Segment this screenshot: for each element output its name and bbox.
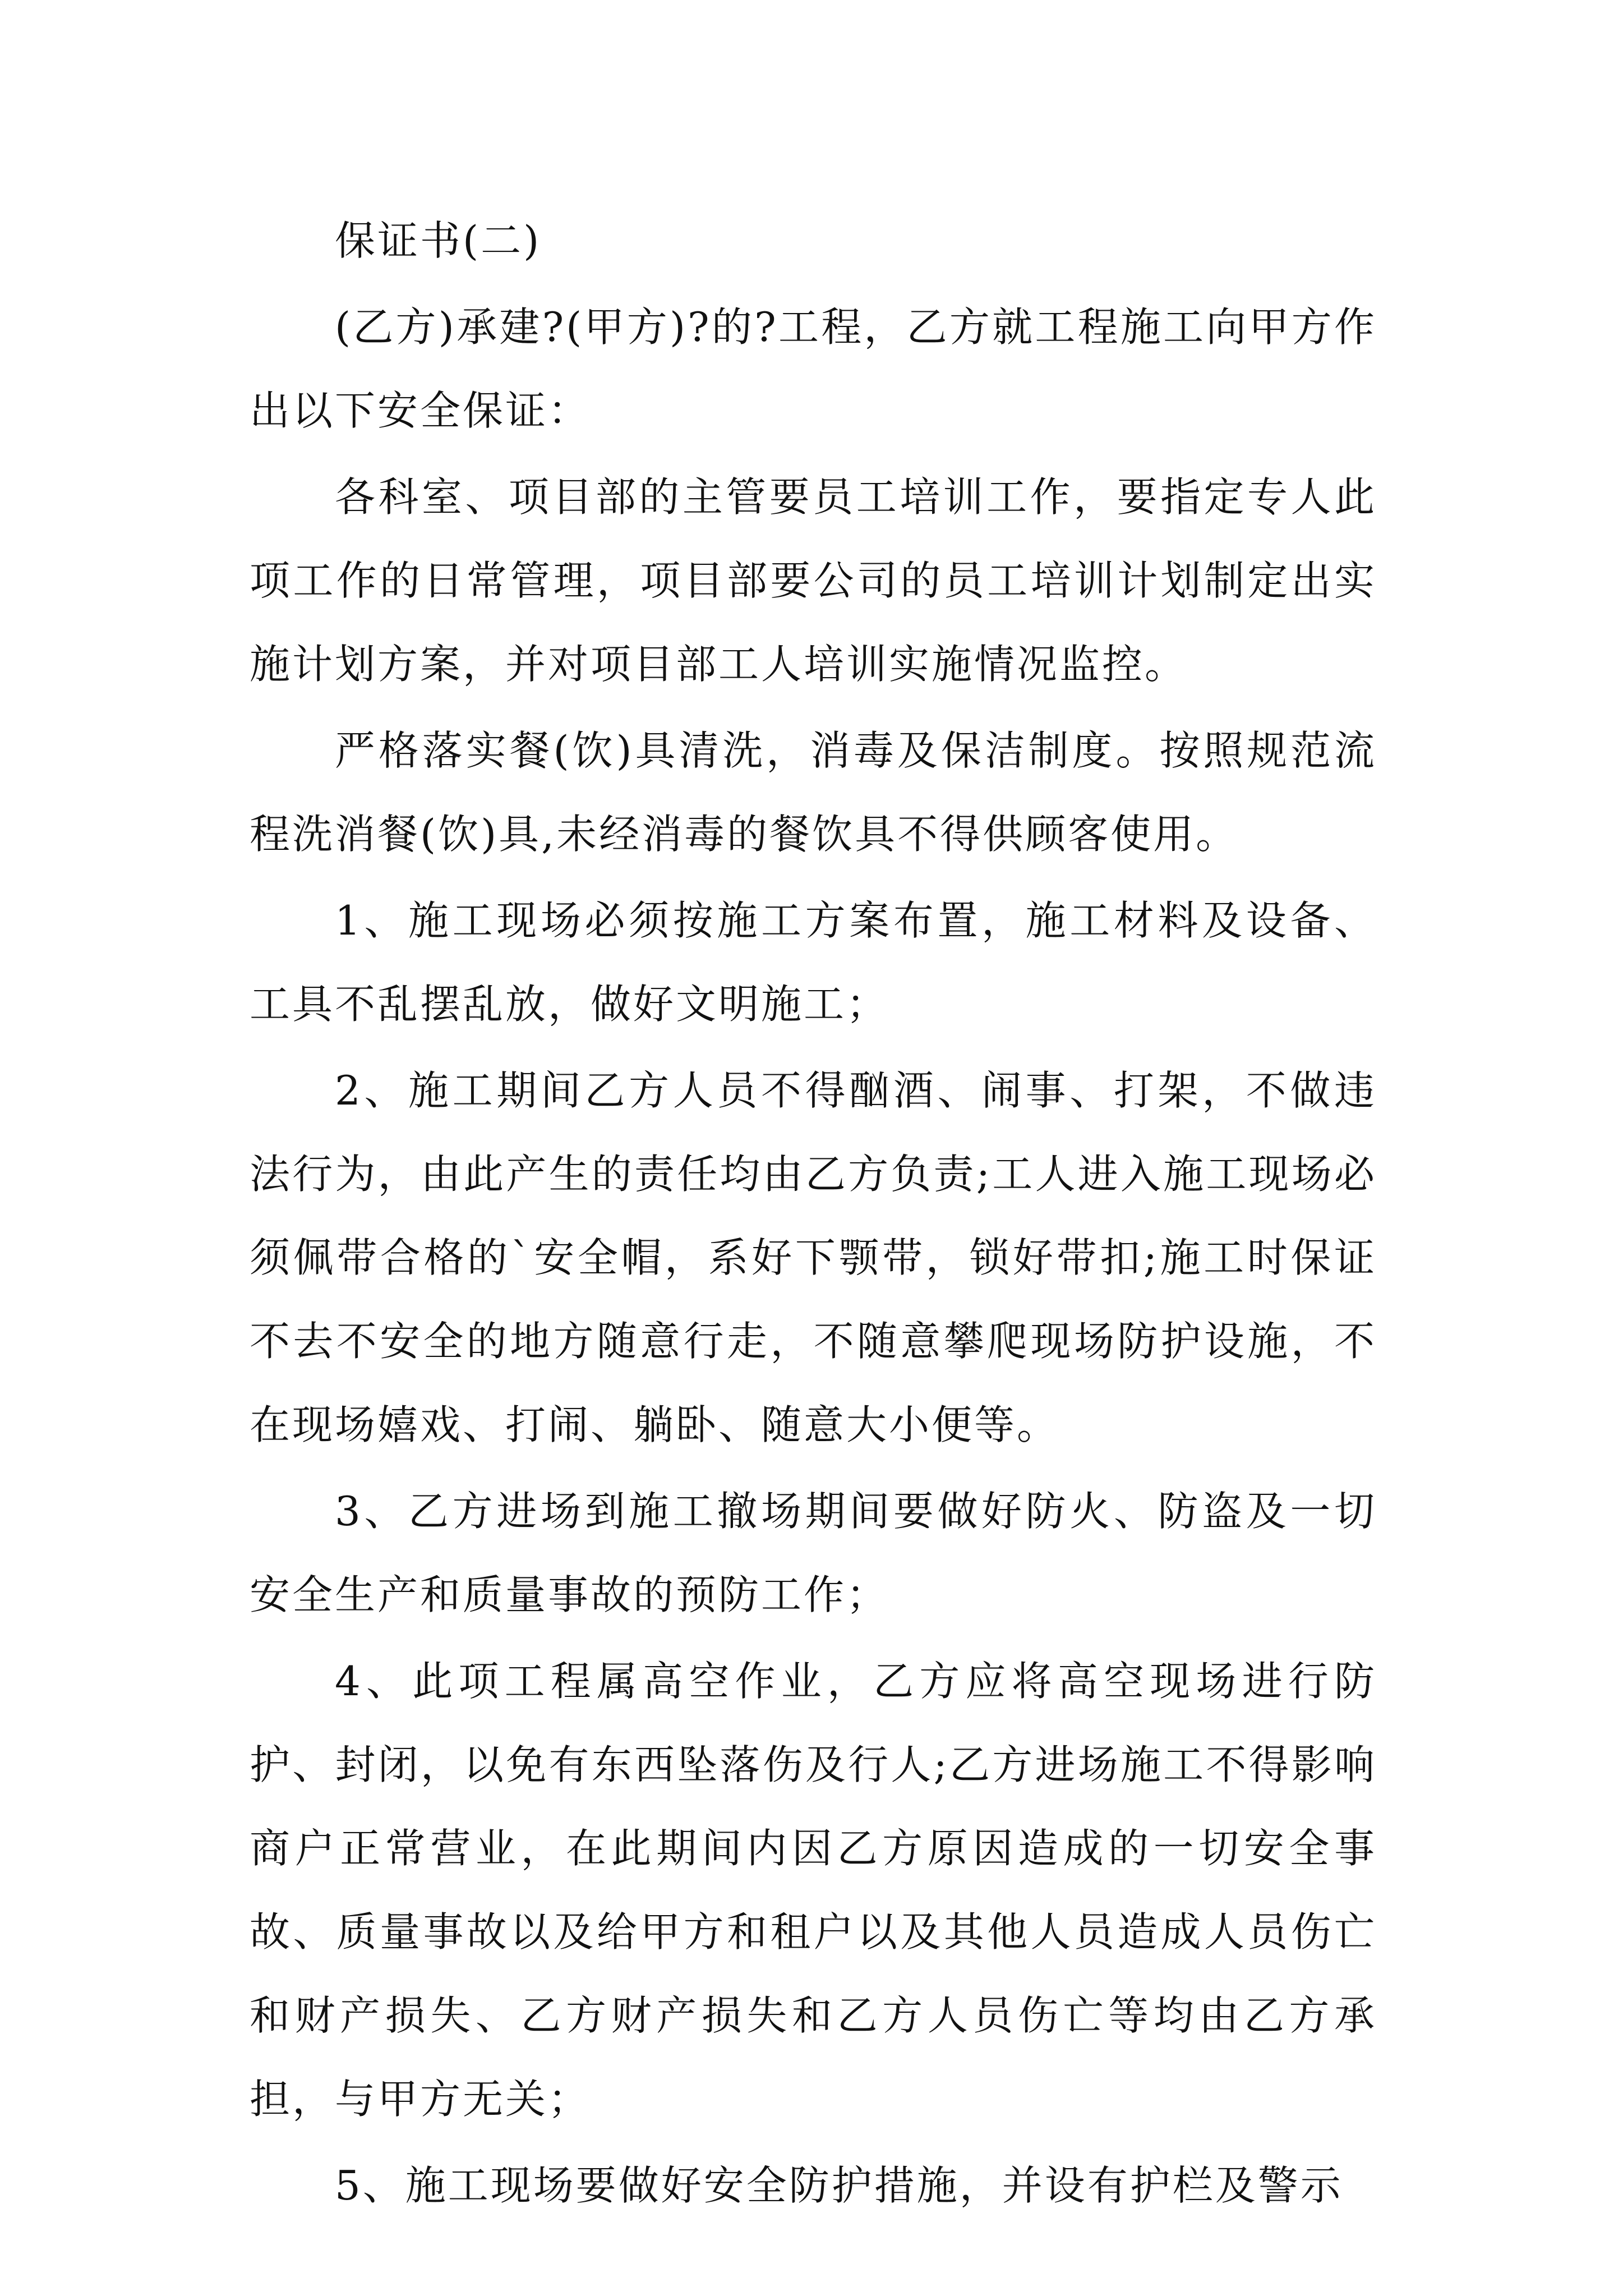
document-title: 保证书(二)	[335, 217, 542, 264]
paragraph-item-1: 1、施工现场必须按施工方案布置，施工材料及设备、工具不乱摆乱放，做好文明施工；	[250, 897, 1377, 1028]
paragraph-hygiene: 严格落实餐(饮)具清洗，消毒及保洁制度。按照规范流程洗消餐(饮)具,未经消毒的餐饮具不得供顾客使用。	[250, 727, 1377, 858]
paragraph-item-4: 4、此项工程属高空作业，乙方应将高空现场进行防护、封闭，以免有东西坠落伤及行人;乙方进场施工不得影响商户正常营业，在此期间内因乙方原因造成的一切安全事故、质量事故以及给甲方和租户以及其他人员造成人员伤亡和财产损失、乙方财产损失和乙方人员伤亡等均由乙方承担，与甲方无关；	[250, 1658, 1377, 2123]
document-body	[250, 199, 1377, 2230]
paragraph-training: 各科室、项目部的主管要员工培训工作，要指定专人此项工作的日常管理，项目部要公司的员工培训计划制定出实施计划方案，并对项目部工人培训实施情况监控。	[250, 473, 1377, 688]
paragraph-intro: (乙方)承建?(甲方)?的?工程，乙方就工程施工向甲方作出以下安全保证：	[250, 303, 1377, 434]
paragraph-item-5: 5、施工现场要做好安全防护措施，并设有护栏及警示	[335, 2162, 1343, 2209]
paragraph-item-2: 2、施工期间乙方人员不得酗酒、闹事、打架，不做违法行为，由此产生的责任均由乙方负责;工人进入施工现场必须佩带合格的`安全帽，系好下颚带，锁好带扣;施工时保证不去不安全的地方随意行走，不随意攀爬现场防护设施，不在现场嬉戏、打闹、躺卧、随意大小便等。	[250, 1067, 1377, 1448]
paragraph-item-3: 3、乙方进场到施工撤场期间要做好防火、防盗及一切安全生产和质量事故的预防工作；	[250, 1488, 1377, 1618]
